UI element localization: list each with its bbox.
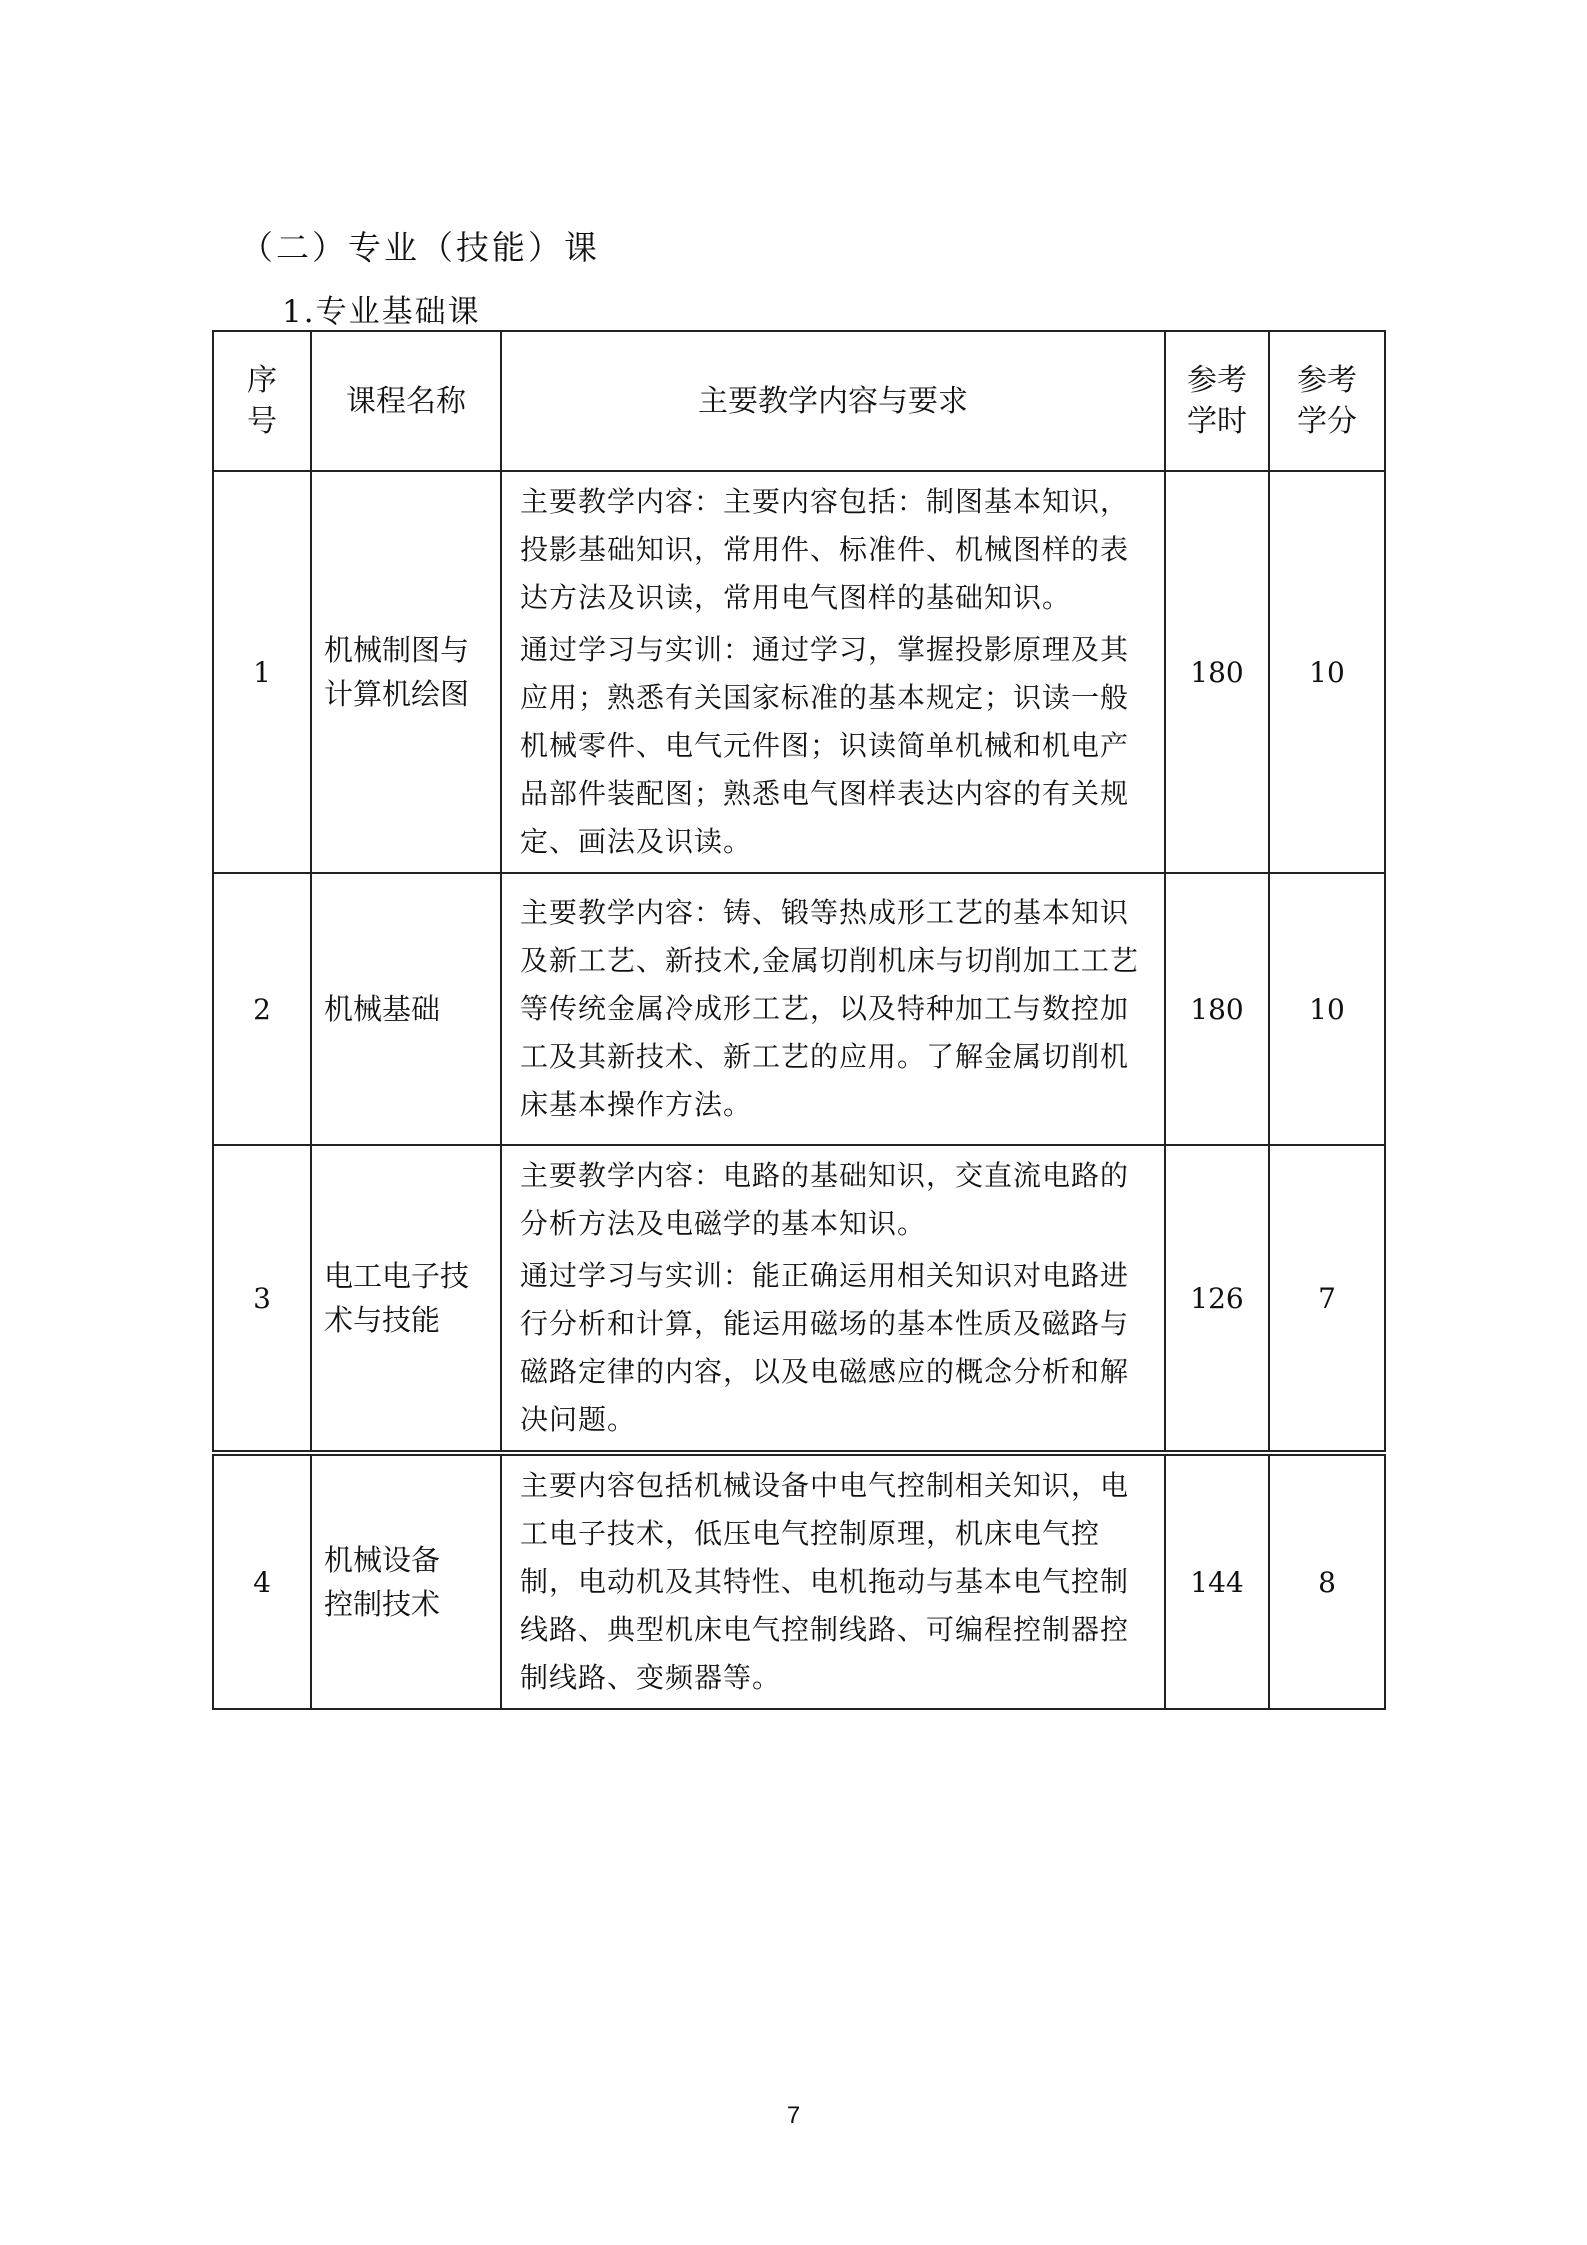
row-seq: 4 — [213, 1455, 311, 1709]
content-paragraph: 主要教学内容：铸、锻等热成形工艺的基本知识及新工艺、新技术,金属切削机床与切削加工工艺等传统金属冷成形工艺，以及特种加工与数控加工及其新技术、新工艺的应用。了解金属切削机床基本操作方法。 — [520, 896, 1139, 1121]
row-course-name — [311, 1455, 501, 1709]
row-course-name — [311, 873, 501, 1145]
header-credits-line: 学分 — [1297, 404, 1357, 439]
header-credits-line: 参考 — [1297, 363, 1357, 398]
header-seq-line: 序 — [247, 363, 277, 398]
row-content — [501, 471, 1165, 873]
row-content — [501, 873, 1165, 1145]
header-seq — [213, 331, 311, 471]
course-table-continued — [212, 1454, 1386, 1710]
content-paragraph: 主要内容包括机械设备中电气控制相关知识，电工电子技术，低压电气控制原理，机床电气控制，电动机及其特性、电机拖动与基本电气控制线路、典型机床电气控制线路、可编程控制器控制线路、变频器等。 — [520, 1469, 1130, 1694]
row-credits: 10 — [1269, 471, 1385, 873]
header-hours-line: 学时 — [1187, 404, 1247, 439]
row-credits: 7 — [1269, 1145, 1385, 1451]
row-credits: 10 — [1269, 873, 1385, 1145]
course-name-line: 计算机绘图 — [324, 677, 470, 711]
table-row — [213, 1145, 1385, 1451]
content-paragraph: 通过学习与实训：通过学习，掌握投影原理及其应用；熟悉有关国家标准的基本规定；识读一般机械零件、电气元件图；识读简单机械和机电产品部件装配图；熟悉电气图样表达内容的有关规定、画法及识读。 — [520, 633, 1130, 858]
row-content — [501, 1145, 1165, 1451]
section-title: （二）专业（技能）课 — [240, 228, 600, 267]
course-table — [212, 330, 1386, 1452]
content-paragraph: 通过学习与实训：能正确运用相关知识对电路进行分析和计算，能运用磁场的基本性质及磁路与磁路定律的内容，以及电磁感应的概念分析和解决问题。 — [520, 1259, 1130, 1436]
table-header-row — [213, 331, 1385, 471]
header-seq-line: 号 — [247, 404, 277, 439]
table-row — [213, 471, 1385, 873]
row-seq: 3 — [213, 1145, 311, 1451]
row-content — [501, 1455, 1165, 1709]
subsection-title: 1.专业基础课 — [282, 294, 481, 330]
content-paragraph: 主要教学内容：主要内容包括：制图基本知识，投影基础知识，常用件、标准件、机械图样的表达方法及识读，常用电气图样的基础知识。 — [520, 485, 1130, 614]
header-hours — [1165, 331, 1269, 471]
course-name-line: 机械制图与 — [324, 633, 470, 667]
content-paragraph: 主要教学内容：电路的基础知识，交直流电路的分析方法及电磁学的基本知识。 — [520, 1159, 1130, 1240]
row-credits: 8 — [1269, 1455, 1385, 1709]
course-name-line: 控制技术 — [324, 1587, 441, 1621]
row-hours: 126 — [1165, 1145, 1269, 1451]
header-credits — [1269, 331, 1385, 471]
header-name: 课程名称 — [311, 331, 501, 471]
table-row — [213, 1455, 1385, 1709]
course-name-line: 机械设备 — [324, 1543, 441, 1577]
row-hours: 180 — [1165, 471, 1269, 873]
header-content: 主要教学内容与要求 — [501, 331, 1165, 471]
row-seq: 2 — [213, 873, 311, 1145]
row-hours: 180 — [1165, 873, 1269, 1145]
row-course-name — [311, 1145, 501, 1451]
page-number: 7 — [786, 2102, 801, 2129]
row-hours: 144 — [1165, 1455, 1269, 1709]
course-name-line: 术与技能 — [324, 1303, 441, 1337]
course-name-line: 机械基础 — [324, 992, 441, 1026]
row-course-name — [311, 471, 501, 873]
table-row — [213, 873, 1385, 1145]
row-seq: 1 — [213, 471, 311, 873]
course-name-line: 电工电子技 — [324, 1259, 470, 1293]
header-hours-line: 参考 — [1187, 363, 1247, 398]
